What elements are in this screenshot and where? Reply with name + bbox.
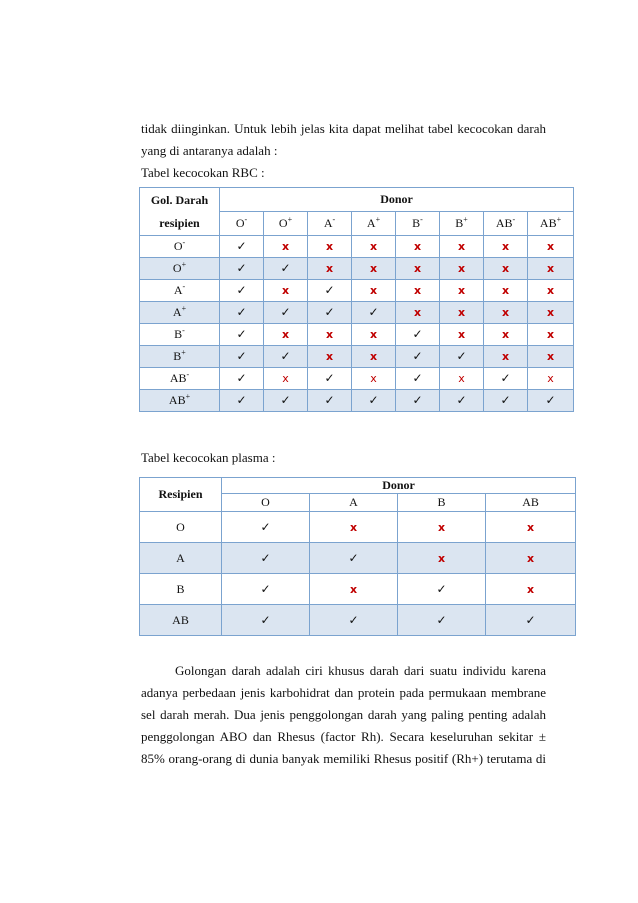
donor-blood-type: O <box>235 216 245 230</box>
table-cell-incompatible <box>264 368 308 390</box>
check-icon: ✓ <box>236 305 247 319</box>
rbc-donor-header-cell <box>220 212 264 236</box>
table-row <box>140 605 576 636</box>
check-icon: ✓ <box>436 581 447 596</box>
recipient-blood-type: O <box>173 239 183 253</box>
incompatible-mark: x <box>457 240 466 253</box>
table-cell-compatible <box>396 390 440 412</box>
recipient-blood-rhesus-sign: + <box>181 348 186 357</box>
recipient-blood-rhesus-sign: - <box>182 238 186 247</box>
table-cell-compatible <box>308 302 352 324</box>
table-cell-incompatible <box>528 258 574 280</box>
check-icon: ✓ <box>412 371 423 385</box>
rbc-header-recipient-line1: Gol. Darah <box>150 192 209 207</box>
intro-paragraph <box>141 118 546 162</box>
rbc-donor-header-cell <box>352 212 396 236</box>
table-cell-incompatible <box>528 346 574 368</box>
recipient-blood-type: AB <box>169 371 187 385</box>
check-icon: ✓ <box>236 349 247 363</box>
check-icon: ✓ <box>456 393 467 407</box>
table-cell-incompatible <box>352 236 396 258</box>
table-cell-compatible <box>486 605 576 636</box>
table-cell-incompatible <box>528 324 574 346</box>
check-icon: ✓ <box>280 393 291 407</box>
recipient-cell: B <box>140 574 222 605</box>
body-paragraph <box>141 660 546 770</box>
table-cell-incompatible <box>352 368 396 390</box>
rbc-donor-header-cell <box>308 212 352 236</box>
table-cell-incompatible <box>486 543 576 574</box>
donor-blood-type: AB <box>539 216 557 230</box>
table-cell-incompatible <box>310 574 398 605</box>
table-cell-compatible <box>220 302 264 324</box>
donor-blood-rhesus-sign: - <box>512 215 516 224</box>
body-line: Golongan darah adalah ciri khusus darah dari suatu individu karena <box>175 663 546 678</box>
table-cell-incompatible <box>308 258 352 280</box>
incompatible-mark: x <box>325 328 334 341</box>
donor-blood-type: B <box>412 216 421 230</box>
recipient-cell <box>140 390 220 412</box>
incompatible-mark: x <box>413 262 422 275</box>
recipient-blood-rhesus-sign: + <box>181 304 187 313</box>
plasma-compatibility-table <box>139 477 576 636</box>
table-cell-incompatible <box>396 280 440 302</box>
table-cell-incompatible <box>310 512 398 543</box>
incompatible-mark: x <box>501 306 510 319</box>
table-cell-incompatible <box>486 512 576 543</box>
rbc-header-donor: Donor <box>220 188 574 212</box>
recipient-blood-rhesus-sign: - <box>182 326 185 335</box>
check-icon: ✓ <box>280 261 291 275</box>
table-row <box>140 280 574 302</box>
incompatible-mark: x <box>281 328 290 341</box>
donor-blood-type: AB <box>495 216 513 230</box>
check-icon: ✓ <box>436 612 447 627</box>
table-cell-compatible <box>220 324 264 346</box>
table-cell-compatible <box>220 368 264 390</box>
table-cell-incompatible <box>396 302 440 324</box>
table-cell-compatible <box>308 390 352 412</box>
check-icon: ✓ <box>236 393 247 407</box>
recipient-cell <box>140 368 220 390</box>
incompatible-mark: x <box>325 262 334 275</box>
plasma-table-body <box>140 512 576 636</box>
table-cell-compatible <box>440 390 484 412</box>
table-cell-incompatible <box>486 574 576 605</box>
body-line: 85% orang-orang di dunia banyak memiliki Rhesus positif (Rh+) terutama di <box>141 751 546 766</box>
plasma-donor-header-cell: A <box>310 494 398 512</box>
recipient-blood-type: A <box>173 283 183 297</box>
table-cell-compatible <box>398 605 486 636</box>
table-cell-compatible <box>484 368 528 390</box>
table-cell-incompatible <box>440 302 484 324</box>
recipient-cell: O <box>140 512 222 543</box>
rbc-header-recipient-line2: resipien <box>159 215 200 230</box>
table-row <box>140 574 576 605</box>
check-icon: ✓ <box>236 283 247 297</box>
table-cell-compatible <box>264 346 308 368</box>
table-cell-compatible <box>308 280 352 302</box>
incompatible-mark: x <box>526 582 535 596</box>
table-cell-compatible <box>396 346 440 368</box>
table-row <box>140 258 574 280</box>
rbc-donor-header-cell <box>484 212 528 236</box>
table-row <box>140 368 574 390</box>
check-icon: ✓ <box>500 371 511 385</box>
table-row <box>140 390 574 412</box>
check-icon: ✓ <box>412 349 423 363</box>
incompatible-mark: x <box>369 328 378 341</box>
incompatible-mark: x <box>325 240 334 253</box>
recipient-blood-rhesus-sign: - <box>186 370 190 379</box>
donor-blood-type: B <box>455 216 464 230</box>
intro-line: yang di antaranya adalah : <box>141 143 278 158</box>
table-cell-incompatible <box>352 346 396 368</box>
plasma-table-label: Tabel kecocokan plasma : <box>141 450 276 465</box>
donor-blood-rhesus-sign: + <box>375 215 381 224</box>
table-cell-incompatible <box>308 236 352 258</box>
check-icon: ✓ <box>236 327 247 341</box>
incompatible-mark: x <box>501 350 510 363</box>
table-cell-incompatible <box>264 324 308 346</box>
rbc-donor-header-cell <box>264 212 308 236</box>
table-cell-compatible <box>310 605 398 636</box>
incompatible-mark: x <box>457 306 466 319</box>
table-cell-incompatible <box>396 258 440 280</box>
donor-blood-type: A <box>323 216 333 230</box>
table-cell-incompatible <box>440 368 484 390</box>
incompatible-mark: x <box>437 520 446 534</box>
rbc-donor-header-cell <box>396 212 440 236</box>
table-cell-incompatible <box>528 280 574 302</box>
incompatible-mark: x <box>413 284 422 297</box>
donor-blood-rhesus-sign: + <box>287 215 293 224</box>
table-row <box>140 543 576 574</box>
incompatible-mark: x <box>501 328 510 341</box>
table-cell-incompatible <box>484 236 528 258</box>
table-row <box>140 346 574 368</box>
incompatible-mark: x <box>413 306 422 319</box>
recipient-cell <box>140 346 220 368</box>
check-icon: ✓ <box>348 612 359 627</box>
table-row <box>140 512 576 543</box>
incompatible-mark: x <box>501 262 510 275</box>
incompatible-mark: x <box>281 284 290 297</box>
check-icon: ✓ <box>368 393 379 407</box>
table-row <box>140 324 574 346</box>
intro-line: tidak diinginkan. Untuk lebih jelas kita dapat melihat tabel kecocokan darah <box>141 121 546 136</box>
check-icon: ✓ <box>280 349 291 363</box>
incompatible-mark: x <box>457 328 466 341</box>
table-cell-incompatible <box>352 258 396 280</box>
incompatible-mark: x <box>281 240 290 253</box>
incompatible-mark: x <box>457 262 466 275</box>
incompatible-mark: x <box>501 240 510 253</box>
table-cell-compatible <box>308 368 352 390</box>
incompatible-mark: x <box>349 582 358 596</box>
incompatible-mark: x <box>546 262 555 275</box>
table-cell-compatible <box>222 605 310 636</box>
recipient-cell <box>140 236 220 258</box>
plasma-header-recipient: Resipien <box>140 478 222 512</box>
table-cell-incompatible <box>484 258 528 280</box>
incompatible-mark: x <box>546 240 555 253</box>
body-line: adanya perbedaan jenis karbohidrat dan protein pada permukaan membrane <box>141 685 546 700</box>
table-cell-incompatible <box>440 280 484 302</box>
incompatible-mark: x <box>369 262 378 275</box>
table-cell-compatible <box>220 236 264 258</box>
table-cell-compatible <box>396 368 440 390</box>
rbc-header-recipient <box>140 188 220 236</box>
table-cell-compatible <box>398 574 486 605</box>
recipient-cell <box>140 324 220 346</box>
check-icon: ✓ <box>324 283 335 297</box>
recipient-cell <box>140 280 220 302</box>
incompatible-mark: x <box>546 328 555 341</box>
rbc-donor-header-cell <box>528 212 574 236</box>
table-cell-compatible <box>396 324 440 346</box>
table-cell-incompatible <box>528 236 574 258</box>
plasma-header-donor: Donor <box>222 478 576 494</box>
plasma-donor-header-cell: B <box>398 494 486 512</box>
incompatible-mark: x <box>526 551 535 565</box>
check-icon: ✓ <box>500 393 511 407</box>
table-cell-incompatible <box>440 258 484 280</box>
recipient-blood-rhesus-sign: + <box>181 260 187 269</box>
table-cell-incompatible <box>308 346 352 368</box>
incompatible-mark: x <box>325 350 334 363</box>
table-cell-incompatible <box>440 236 484 258</box>
donor-blood-rhesus-sign: - <box>420 215 423 224</box>
check-icon: ✓ <box>545 393 556 407</box>
check-icon: ✓ <box>525 612 536 627</box>
table-cell-incompatible <box>484 346 528 368</box>
check-icon: ✓ <box>324 305 335 319</box>
table-cell-compatible <box>220 390 264 412</box>
body-line: penggolongan ABO dan Rhesus (factor Rh). Secara keseluruhan sekitar ± <box>141 729 546 744</box>
table-cell-incompatible <box>484 324 528 346</box>
recipient-cell: A <box>140 543 222 574</box>
check-icon: ✓ <box>260 519 271 534</box>
incompatible-mark: x <box>458 372 465 385</box>
check-icon: ✓ <box>456 349 467 363</box>
recipient-blood-type: B <box>173 349 182 363</box>
recipient-cell <box>140 258 220 280</box>
incompatible-mark: x <box>437 551 446 565</box>
donor-blood-type: O <box>278 216 288 230</box>
incompatible-mark: x <box>546 350 555 363</box>
table-cell-incompatible <box>528 368 574 390</box>
incompatible-mark: x <box>282 372 289 385</box>
check-icon: ✓ <box>236 239 247 253</box>
table-cell-incompatible <box>396 236 440 258</box>
table-cell-incompatible <box>440 324 484 346</box>
donor-blood-rhesus-sign: + <box>556 215 562 224</box>
check-icon: ✓ <box>260 581 271 596</box>
incompatible-mark: x <box>526 520 535 534</box>
recipient-cell <box>140 302 220 324</box>
check-icon: ✓ <box>324 393 335 407</box>
incompatible-mark: x <box>501 284 510 297</box>
table-cell-incompatible <box>528 302 574 324</box>
check-icon: ✓ <box>324 371 335 385</box>
incompatible-mark: x <box>546 306 555 319</box>
recipient-cell: AB <box>140 605 222 636</box>
table-cell-compatible <box>264 258 308 280</box>
check-icon: ✓ <box>236 371 247 385</box>
plasma-donor-header-cell: O <box>222 494 310 512</box>
check-icon: ✓ <box>368 305 379 319</box>
incompatible-mark: x <box>349 520 358 534</box>
table-cell-compatible <box>264 390 308 412</box>
table-cell-compatible <box>220 280 264 302</box>
incompatible-mark: x <box>369 350 378 363</box>
table-cell-incompatible <box>484 280 528 302</box>
recipient-blood-type: B <box>174 327 183 341</box>
check-icon: ✓ <box>260 612 271 627</box>
incompatible-mark: x <box>546 284 555 297</box>
donor-blood-rhesus-sign: - <box>332 215 336 224</box>
check-icon: ✓ <box>280 305 291 319</box>
incompatible-mark: x <box>370 372 377 385</box>
table-cell-incompatible <box>484 302 528 324</box>
rbc-table-body <box>140 236 574 412</box>
check-icon: ✓ <box>412 327 423 341</box>
rbc-table-label: Tabel kecocokan RBC : <box>141 165 265 180</box>
table-cell-compatible <box>528 390 574 412</box>
table-cell-incompatible <box>398 543 486 574</box>
recipient-blood-type: O <box>172 261 182 275</box>
recipient-blood-type: A <box>172 305 182 319</box>
table-cell-incompatible <box>352 324 396 346</box>
incompatible-mark: x <box>457 284 466 297</box>
check-icon: ✓ <box>236 261 247 275</box>
check-icon: ✓ <box>260 550 271 565</box>
table-cell-incompatible <box>352 280 396 302</box>
check-icon: ✓ <box>348 550 359 565</box>
table-cell-compatible <box>352 302 396 324</box>
table-cell-compatible <box>220 346 264 368</box>
table-cell-compatible <box>264 302 308 324</box>
recipient-blood-rhesus-sign: - <box>182 282 186 291</box>
incompatible-mark: x <box>369 240 378 253</box>
table-cell-incompatible <box>264 280 308 302</box>
plasma-donor-header-cell: AB <box>486 494 576 512</box>
table-cell-incompatible <box>264 236 308 258</box>
table-row <box>140 302 574 324</box>
table-cell-compatible <box>310 543 398 574</box>
table-cell-compatible <box>440 346 484 368</box>
rbc-donor-header-cell <box>440 212 484 236</box>
table-cell-compatible <box>352 390 396 412</box>
donor-blood-type: A <box>366 216 376 230</box>
table-cell-compatible <box>220 258 264 280</box>
donor-blood-rhesus-sign: - <box>244 215 248 224</box>
incompatible-mark: x <box>369 284 378 297</box>
table-cell-compatible <box>222 543 310 574</box>
table-cell-compatible <box>484 390 528 412</box>
donor-blood-rhesus-sign: + <box>463 215 468 224</box>
recipient-blood-type: AB <box>168 393 186 407</box>
check-icon: ✓ <box>412 393 423 407</box>
recipient-blood-rhesus-sign: + <box>185 392 191 401</box>
table-cell-compatible <box>222 512 310 543</box>
table-cell-incompatible <box>308 324 352 346</box>
body-line: sel darah merah. Dua jenis penggolongan darah yang paling penting adalah <box>141 707 546 722</box>
incompatible-mark: x <box>413 240 422 253</box>
rbc-compatibility-table <box>139 187 574 412</box>
table-cell-compatible <box>222 574 310 605</box>
table-cell-incompatible <box>398 512 486 543</box>
incompatible-mark: x <box>547 372 554 385</box>
table-row <box>140 236 574 258</box>
